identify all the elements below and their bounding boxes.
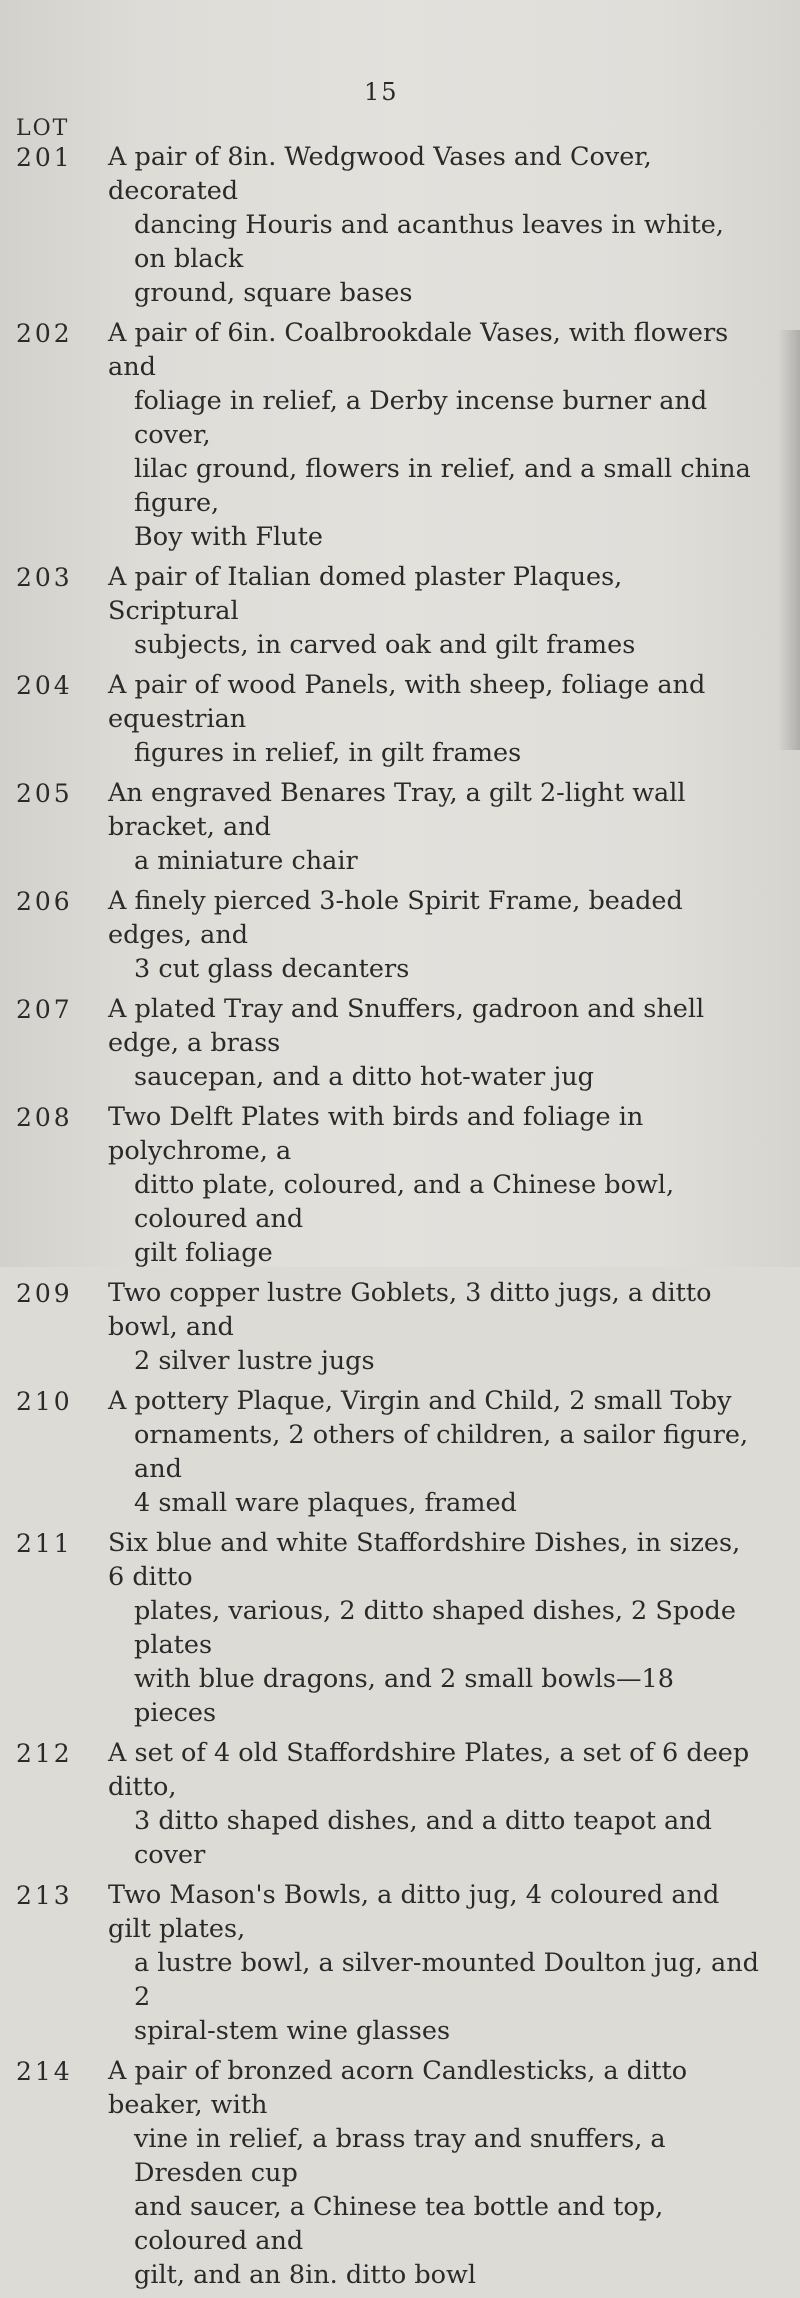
lot-entry bbox=[0, 560, 800, 662]
description-line: gilt, and an 8in. ditto bowl bbox=[134, 2260, 476, 2290]
description-line: lilac ground, flowers in relief, and a small china figure, bbox=[134, 454, 751, 518]
lot-number: 211 bbox=[16, 1529, 73, 1558]
lot-description bbox=[108, 1526, 760, 1730]
description-line: A pair of wood Panels, with sheep, foliage and equestrian bbox=[108, 670, 706, 734]
lot-entry bbox=[0, 1526, 800, 1730]
lot-description bbox=[108, 668, 760, 770]
lot-entry bbox=[0, 668, 800, 770]
description-line: figures in relief, in gilt frames bbox=[134, 738, 522, 768]
lot-number: 209 bbox=[16, 1279, 73, 1308]
page-number: 15 bbox=[364, 78, 399, 106]
lot-entry bbox=[0, 884, 800, 986]
lot-column-header: LOT bbox=[16, 116, 70, 141]
lot-entry bbox=[0, 1100, 800, 1270]
lot-number: 204 bbox=[16, 671, 73, 700]
lot-description bbox=[108, 1100, 760, 1270]
description-line: 3 ditto shaped dishes, and a ditto teapot and cover bbox=[134, 1806, 713, 1870]
description-line: A set of 4 old Staffordshire Plates, a set of 6 deep ditto, bbox=[108, 1738, 750, 1802]
description-line: vine in relief, a brass tray and snuffers, a Dresden cup bbox=[134, 2124, 666, 2188]
description-line: plates, various, 2 ditto shaped dishes, 2 Spode plates bbox=[134, 1596, 736, 1660]
description-line: A pair of 6in. Coalbrookdale Vases, with flowers and bbox=[108, 318, 729, 382]
description-line: Two Delft Plates with birds and foliage in polychrome, a bbox=[108, 1102, 644, 1166]
lot-description bbox=[108, 776, 760, 878]
description-line: A pottery Plaque, Virgin and Child, 2 small Toby bbox=[108, 1386, 732, 1416]
lot-description bbox=[108, 316, 760, 554]
description-line: gilt foliage bbox=[134, 1238, 273, 1268]
description-line: A pair of bronzed acorn Candlesticks, a ditto beaker, with bbox=[108, 2056, 688, 2120]
description-line: 4 small ware plaques, framed bbox=[134, 1488, 517, 1518]
description-line: foliage in relief, a Derby incense burner and cover, bbox=[134, 386, 708, 450]
description-line: spiral-stem wine glasses bbox=[134, 2016, 451, 2046]
lot-number: 202 bbox=[16, 319, 73, 348]
description-line: a lustre bowl, a silver-mounted Doulton jug, and 2 bbox=[134, 1948, 759, 2012]
description-line: a miniature chair bbox=[134, 846, 358, 876]
lot-number: 210 bbox=[16, 1387, 73, 1416]
lot-number: 213 bbox=[16, 1881, 73, 1910]
description-line: saucepan, and a ditto hot-water jug bbox=[134, 1062, 594, 1092]
lot-entry bbox=[0, 776, 800, 878]
lot-entry bbox=[0, 316, 800, 554]
lot-number: 207 bbox=[16, 995, 73, 1024]
description-line: 2 silver lustre jugs bbox=[134, 1346, 375, 1376]
lot-description bbox=[108, 1736, 760, 1872]
lot-description bbox=[108, 1276, 760, 1378]
lot-entry bbox=[0, 1276, 800, 1378]
description-line: 3 cut glass decanters bbox=[134, 954, 410, 984]
description-line: A finely pierced 3-hole Spirit Frame, beaded edges, and bbox=[108, 886, 683, 950]
lot-number: 206 bbox=[16, 887, 73, 916]
lot-entry bbox=[0, 992, 800, 1094]
description-line: An engraved Benares Tray, a gilt 2-light wall bracket, and bbox=[108, 778, 686, 842]
description-line: and saucer, a Chinese tea bottle and top, coloured and bbox=[134, 2192, 664, 2256]
lot-description bbox=[108, 140, 760, 310]
lot-number: 201 bbox=[16, 143, 73, 172]
description-line: A pair of 8in. Wedgwood Vases and Cover, decorated bbox=[108, 142, 652, 206]
lot-description bbox=[108, 884, 760, 986]
lot-list bbox=[0, 140, 800, 2298]
lot-entry bbox=[0, 140, 800, 310]
lot-description bbox=[108, 2054, 760, 2292]
lot-entry bbox=[0, 2054, 800, 2292]
description-line: dancing Houris and acanthus leaves in white, on black bbox=[134, 210, 724, 274]
lot-number: 205 bbox=[16, 779, 73, 808]
description-line: ground, square bases bbox=[134, 278, 413, 308]
lot-number: 203 bbox=[16, 563, 73, 592]
description-line: Two Mason's Bowls, a ditto jug, 4 coloured and gilt plates, bbox=[108, 1880, 720, 1944]
lot-description bbox=[108, 560, 760, 662]
lot-number: 214 bbox=[16, 2057, 73, 2086]
description-line: Two copper lustre Goblets, 3 ditto jugs, a ditto bowl, and bbox=[108, 1278, 712, 1342]
lot-number: 212 bbox=[16, 1739, 73, 1768]
description-line: ornaments, 2 others of children, a sailor figure, and bbox=[134, 1420, 749, 1484]
lot-entry bbox=[0, 1736, 800, 1872]
description-line: Six blue and white Staffordshire Dishes, in sizes, 6 ditto bbox=[108, 1528, 741, 1592]
lot-description bbox=[108, 992, 760, 1094]
lot-entry bbox=[0, 1384, 800, 1520]
description-line: A plated Tray and Snuffers, gadroon and shell edge, a brass bbox=[108, 994, 705, 1058]
description-line: Boy with Flute bbox=[134, 522, 323, 552]
lot-number: 208 bbox=[16, 1103, 73, 1132]
description-line: with blue dragons, and 2 small bowls—18 pieces bbox=[134, 1664, 674, 1728]
lot-description bbox=[108, 1878, 760, 2048]
lot-description bbox=[108, 1384, 760, 1520]
lot-entry bbox=[0, 1878, 800, 2048]
description-line: subjects, in carved oak and gilt frames bbox=[134, 630, 636, 660]
description-line: ditto plate, coloured, and a Chinese bowl, coloured and bbox=[134, 1170, 675, 1234]
description-line: A pair of Italian domed plaster Plaques, Scriptural bbox=[108, 562, 623, 626]
